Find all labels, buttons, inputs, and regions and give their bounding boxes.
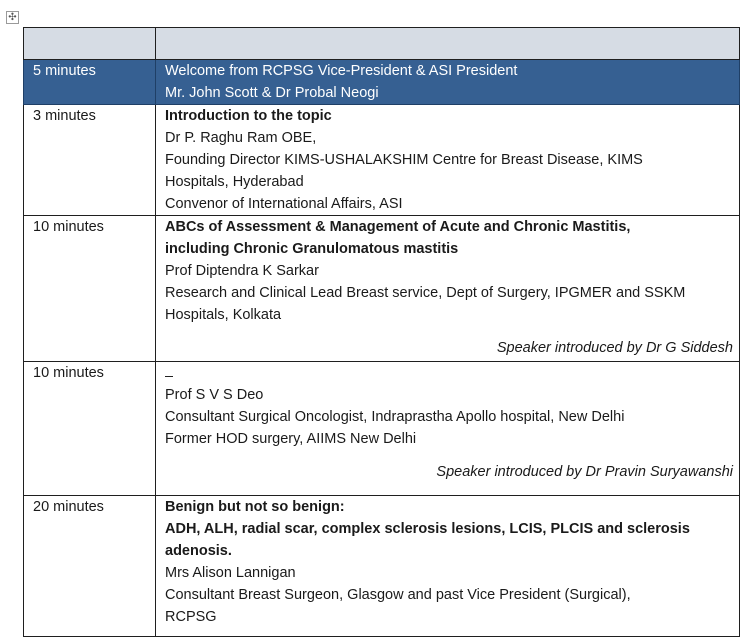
session-title-continued: adenosis. [165,543,232,559]
speaker-detail: Hospitals, Kolkata [165,307,282,323]
speaker-name: Mr. John Scott & Dr Probal Neogi [165,85,379,101]
time-cell [24,105,156,216]
session-cell [156,216,740,362]
session-cell [156,60,740,105]
header-cell-time [24,28,156,60]
speaker-name: Prof S V S Deo [165,387,264,403]
blank-title-placeholder [165,362,733,384]
agenda-table [23,27,740,637]
session-cell [156,362,740,496]
table-row [24,60,740,105]
session-cell [156,105,740,216]
speaker-name: Mrs Alison Lannigan [165,565,296,581]
session-cell [156,496,740,637]
duration-text: 5 minutes [33,63,96,79]
time-cell [24,362,156,496]
time-cell [24,496,156,637]
table-header-row [24,28,740,60]
speaker-introduction: Speaker introduced by Dr Pravin Suryawanshi [436,464,733,480]
speaker-name: Prof Diptendra K Sarkar [165,263,319,279]
speaker-detail: Consultant Surgical Oncologist, Indraprastha Apollo hospital, New Delhi [165,409,625,425]
session-title-continued: including Chronic Granulomatous mastitis [165,241,459,257]
session-title: ABCs of Assessment & Management of Acute and Chronic Mastitis, [165,219,631,235]
duration-text: 10 minutes [33,219,104,235]
session-title-continued: ADH, ALH, radial scar, complex sclerosis lesions, LCIS, PLCIS and sclerosis [165,521,690,537]
table-row [24,105,740,216]
speaker-detail: Hospitals, Hyderabad [165,174,304,190]
speaker-detail: Research and Clinical Lead Breast service, Dept of Surgery, IPGMER and SSKM [165,285,686,301]
session-title: Benign but not so benign: [165,499,345,515]
duration-text: 10 minutes [33,365,104,381]
duration-text: 20 minutes [33,499,104,515]
speaker-detail: Founding Director KIMS-USHALAKSHIM Centre for Breast Disease, KIMS [165,152,643,168]
speaker-introduction: Speaker introduced by Dr G Siddesh [496,340,733,356]
time-cell [24,216,156,362]
session-title: Welcome from RCPSG Vice-President & ASI President [165,63,518,79]
speaker-detail: Former HOD surgery, AIIMS New Delhi [165,431,417,447]
duration-text: 3 minutes [33,108,96,124]
speaker-name: Dr P. Raghu Ram OBE, [165,130,317,146]
table-row [24,496,740,637]
header-cell-session [156,28,740,60]
table-move-handle-icon[interactable]: ✣ [6,11,19,24]
time-cell [24,60,156,105]
table-row [24,362,740,496]
speaker-detail: Consultant Breast Surgeon, Glasgow and past Vice President (Surgical), [165,587,631,603]
table-row [24,216,740,362]
session-title: Introduction to the topic [165,108,332,124]
speaker-detail: RCPSG [165,609,217,625]
speaker-detail: Convenor of International Affairs, ASI [165,196,403,212]
